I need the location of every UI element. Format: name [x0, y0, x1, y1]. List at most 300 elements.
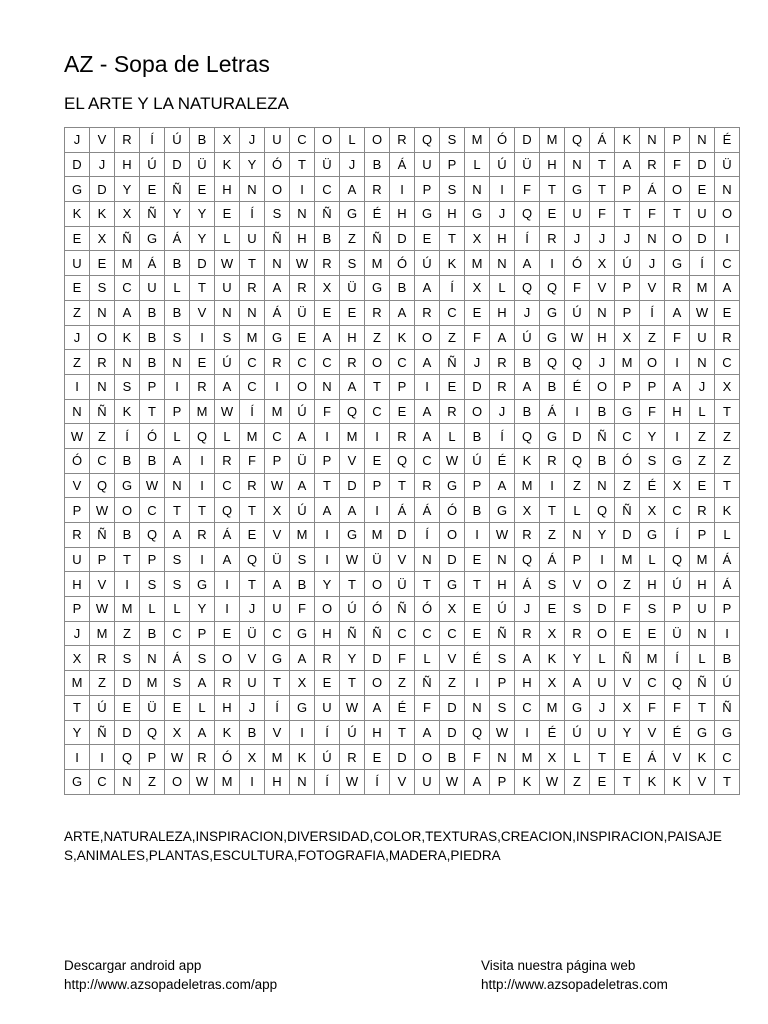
grid-cell[interactable]: Ñ [340, 621, 365, 646]
grid-cell[interactable]: O [365, 572, 390, 597]
grid-cell[interactable]: Q [390, 448, 415, 473]
grid-cell[interactable]: Á [390, 152, 415, 177]
grid-cell[interactable]: I [665, 350, 690, 375]
grid-cell[interactable]: L [590, 646, 615, 671]
grid-cell[interactable]: E [340, 300, 365, 325]
grid-cell[interactable]: R [340, 350, 365, 375]
grid-cell[interactable]: U [690, 597, 715, 622]
grid-cell[interactable]: H [490, 572, 515, 597]
grid-cell[interactable]: G [290, 621, 315, 646]
grid-cell[interactable]: U [590, 671, 615, 696]
grid-cell[interactable]: Z [140, 769, 165, 794]
grid-cell[interactable]: J [590, 226, 615, 251]
grid-cell[interactable]: E [140, 177, 165, 202]
grid-cell[interactable]: B [140, 325, 165, 350]
grid-cell[interactable]: B [115, 448, 140, 473]
grid-cell[interactable]: D [190, 251, 215, 276]
grid-cell[interactable]: I [65, 374, 90, 399]
grid-cell[interactable]: G [190, 572, 215, 597]
grid-cell[interactable]: Ú [565, 300, 590, 325]
grid-cell[interactable]: W [265, 473, 290, 498]
grid-cell[interactable]: T [540, 177, 565, 202]
grid-cell[interactable]: M [465, 128, 490, 153]
grid-cell[interactable]: G [115, 473, 140, 498]
grid-cell[interactable]: Z [65, 300, 90, 325]
grid-cell[interactable]: C [390, 350, 415, 375]
grid-cell[interactable]: C [715, 251, 740, 276]
grid-cell[interactable]: Á [540, 399, 565, 424]
grid-cell[interactable]: X [665, 473, 690, 498]
grid-cell[interactable]: E [640, 621, 665, 646]
grid-cell[interactable]: D [115, 671, 140, 696]
grid-cell[interactable]: I [390, 177, 415, 202]
grid-cell[interactable]: Í [515, 226, 540, 251]
grid-cell[interactable]: Ú [415, 251, 440, 276]
grid-cell[interactable]: J [515, 597, 540, 622]
grid-cell[interactable]: N [265, 251, 290, 276]
grid-cell[interactable]: D [690, 152, 715, 177]
grid-cell[interactable]: O [215, 646, 240, 671]
grid-cell[interactable]: É [640, 473, 665, 498]
grid-cell[interactable]: Ú [565, 720, 590, 745]
grid-cell[interactable]: F [465, 745, 490, 770]
grid-cell[interactable]: F [465, 325, 490, 350]
grid-cell[interactable]: F [315, 399, 340, 424]
grid-cell[interactable]: W [290, 251, 315, 276]
grid-cell[interactable]: T [115, 547, 140, 572]
grid-cell[interactable]: Z [115, 621, 140, 646]
grid-cell[interactable]: A [190, 671, 215, 696]
grid-cell[interactable]: Y [190, 226, 215, 251]
grid-cell[interactable]: W [565, 325, 590, 350]
grid-cell[interactable]: A [665, 374, 690, 399]
grid-cell[interactable]: Ü [315, 152, 340, 177]
grid-cell[interactable]: P [715, 597, 740, 622]
grid-cell[interactable]: Á [415, 498, 440, 523]
footer-web-link[interactable]: http://www.azsopadeletras.com [481, 977, 668, 992]
grid-cell[interactable]: Ü [390, 572, 415, 597]
grid-cell[interactable]: O [265, 177, 290, 202]
grid-cell[interactable]: J [640, 251, 665, 276]
grid-cell[interactable]: T [340, 671, 365, 696]
grid-cell[interactable]: F [640, 695, 665, 720]
grid-cell[interactable]: D [115, 720, 140, 745]
grid-cell[interactable]: T [465, 572, 490, 597]
grid-cell[interactable]: J [515, 300, 540, 325]
grid-cell[interactable]: R [715, 325, 740, 350]
grid-cell[interactable]: G [265, 325, 290, 350]
grid-cell[interactable]: U [215, 276, 240, 301]
grid-cell[interactable]: N [240, 177, 265, 202]
grid-cell[interactable]: N [690, 350, 715, 375]
grid-cell[interactable]: B [365, 152, 390, 177]
grid-cell[interactable]: Í [415, 523, 440, 548]
grid-cell[interactable]: K [440, 251, 465, 276]
grid-cell[interactable]: I [315, 547, 340, 572]
grid-cell[interactable]: F [615, 597, 640, 622]
grid-cell[interactable]: N [115, 350, 140, 375]
grid-cell[interactable]: Y [315, 572, 340, 597]
grid-cell[interactable]: A [490, 473, 515, 498]
grid-cell[interactable]: T [240, 251, 265, 276]
grid-cell[interactable]: I [365, 498, 390, 523]
footer-app-link[interactable]: http://www.azsopadeletras.com/app [64, 977, 278, 992]
grid-cell[interactable]: H [490, 300, 515, 325]
grid-cell[interactable]: Ñ [715, 695, 740, 720]
grid-cell[interactable]: A [515, 251, 540, 276]
grid-cell[interactable]: F [665, 695, 690, 720]
grid-cell[interactable]: X [265, 498, 290, 523]
grid-cell[interactable]: K [115, 399, 140, 424]
grid-cell[interactable]: I [90, 745, 115, 770]
grid-cell[interactable]: A [490, 325, 515, 350]
grid-cell[interactable]: T [715, 769, 740, 794]
grid-cell[interactable]: E [290, 325, 315, 350]
grid-cell[interactable]: B [140, 350, 165, 375]
grid-cell[interactable]: A [340, 374, 365, 399]
grid-cell[interactable]: A [565, 671, 590, 696]
grid-cell[interactable]: R [415, 300, 440, 325]
grid-cell[interactable]: G [415, 202, 440, 227]
grid-cell[interactable]: C [715, 745, 740, 770]
grid-cell[interactable]: Y [190, 202, 215, 227]
grid-cell[interactable]: H [440, 202, 465, 227]
grid-cell[interactable]: E [590, 769, 615, 794]
grid-cell[interactable]: S [265, 202, 290, 227]
grid-cell[interactable]: H [540, 152, 565, 177]
grid-cell[interactable]: N [565, 523, 590, 548]
grid-cell[interactable]: E [315, 300, 340, 325]
grid-cell[interactable]: N [140, 646, 165, 671]
grid-cell[interactable]: U [65, 547, 90, 572]
grid-cell[interactable]: I [515, 720, 540, 745]
grid-cell[interactable]: I [540, 251, 565, 276]
grid-cell[interactable]: Y [65, 720, 90, 745]
grid-cell[interactable]: Ü [715, 152, 740, 177]
grid-cell[interactable]: Á [640, 177, 665, 202]
grid-cell[interactable]: H [690, 572, 715, 597]
grid-cell[interactable]: M [265, 399, 290, 424]
grid-cell[interactable]: T [290, 152, 315, 177]
grid-cell[interactable]: R [190, 374, 215, 399]
grid-cell[interactable]: X [315, 276, 340, 301]
grid-cell[interactable]: Y [340, 646, 365, 671]
grid-cell[interactable]: Z [390, 671, 415, 696]
grid-cell[interactable]: J [590, 695, 615, 720]
grid-cell[interactable]: Ñ [440, 350, 465, 375]
grid-cell[interactable]: F [590, 202, 615, 227]
grid-cell[interactable]: C [715, 350, 740, 375]
grid-cell[interactable]: B [590, 448, 615, 473]
grid-cell[interactable]: E [240, 523, 265, 548]
grid-cell[interactable]: I [465, 523, 490, 548]
grid-cell[interactable]: G [65, 769, 90, 794]
grid-cell[interactable]: L [565, 498, 590, 523]
grid-cell[interactable]: C [90, 769, 115, 794]
grid-cell[interactable]: E [690, 473, 715, 498]
grid-cell[interactable]: T [665, 202, 690, 227]
grid-cell[interactable]: E [115, 695, 140, 720]
grid-cell[interactable]: V [640, 276, 665, 301]
grid-cell[interactable]: E [615, 621, 640, 646]
grid-cell[interactable]: B [515, 350, 540, 375]
grid-cell[interactable]: T [240, 498, 265, 523]
grid-cell[interactable]: Q [590, 498, 615, 523]
grid-cell[interactable]: C [140, 498, 165, 523]
grid-cell[interactable]: Í [240, 399, 265, 424]
grid-cell[interactable]: O [590, 621, 615, 646]
grid-cell[interactable]: W [690, 300, 715, 325]
grid-cell[interactable]: Ñ [690, 671, 715, 696]
grid-cell[interactable]: R [290, 276, 315, 301]
grid-cell[interactable]: T [440, 226, 465, 251]
grid-cell[interactable]: A [715, 276, 740, 301]
grid-cell[interactable]: O [165, 769, 190, 794]
grid-cell[interactable]: S [115, 374, 140, 399]
grid-cell[interactable]: A [315, 498, 340, 523]
grid-cell[interactable]: G [290, 695, 315, 720]
grid-cell[interactable]: Í [440, 276, 465, 301]
grid-cell[interactable]: T [715, 473, 740, 498]
grid-cell[interactable]: Á [715, 547, 740, 572]
grid-cell[interactable]: G [690, 720, 715, 745]
grid-cell[interactable]: Z [340, 226, 365, 251]
grid-cell[interactable]: B [140, 621, 165, 646]
grid-cell[interactable]: S [490, 646, 515, 671]
grid-cell[interactable]: H [315, 621, 340, 646]
grid-cell[interactable]: P [315, 448, 340, 473]
grid-cell[interactable]: F [640, 202, 665, 227]
grid-cell[interactable]: R [315, 646, 340, 671]
grid-cell[interactable]: Ñ [490, 621, 515, 646]
grid-cell[interactable]: N [215, 300, 240, 325]
grid-cell[interactable]: K [615, 128, 640, 153]
grid-cell[interactable]: T [540, 498, 565, 523]
grid-cell[interactable]: P [65, 597, 90, 622]
grid-cell[interactable]: Z [715, 424, 740, 449]
grid-cell[interactable]: I [65, 745, 90, 770]
grid-cell[interactable]: V [265, 720, 290, 745]
grid-cell[interactable]: L [340, 128, 365, 153]
grid-cell[interactable]: Ó [365, 597, 390, 622]
grid-cell[interactable]: A [265, 572, 290, 597]
grid-cell[interactable]: N [490, 745, 515, 770]
grid-cell[interactable]: L [715, 523, 740, 548]
grid-cell[interactable]: D [690, 226, 715, 251]
grid-cell[interactable]: Q [140, 720, 165, 745]
grid-cell[interactable]: I [415, 374, 440, 399]
grid-cell[interactable]: C [265, 621, 290, 646]
grid-cell[interactable]: Ó [140, 424, 165, 449]
grid-cell[interactable]: Y [240, 152, 265, 177]
grid-cell[interactable]: Ú [615, 251, 640, 276]
grid-cell[interactable]: Q [665, 547, 690, 572]
grid-cell[interactable]: Q [540, 350, 565, 375]
grid-cell[interactable]: Z [715, 448, 740, 473]
grid-cell[interactable]: Ú [165, 128, 190, 153]
grid-cell[interactable]: T [615, 769, 640, 794]
grid-cell[interactable]: Y [165, 202, 190, 227]
grid-cell[interactable]: S [190, 646, 215, 671]
grid-cell[interactable]: T [390, 473, 415, 498]
grid-cell[interactable]: O [440, 523, 465, 548]
grid-cell[interactable]: U [415, 152, 440, 177]
grid-cell[interactable]: V [90, 128, 115, 153]
grid-cell[interactable]: T [615, 202, 640, 227]
grid-cell[interactable]: L [465, 152, 490, 177]
grid-cell[interactable]: L [165, 276, 190, 301]
grid-cell[interactable]: H [115, 152, 140, 177]
grid-cell[interactable]: Á [515, 572, 540, 597]
grid-cell[interactable]: É [365, 202, 390, 227]
grid-cell[interactable]: V [615, 671, 640, 696]
grid-cell[interactable]: N [565, 152, 590, 177]
grid-cell[interactable]: N [490, 251, 515, 276]
grid-cell[interactable]: C [240, 374, 265, 399]
grid-cell[interactable]: R [190, 745, 215, 770]
grid-cell[interactable]: Z [365, 325, 390, 350]
grid-cell[interactable]: R [340, 745, 365, 770]
grid-cell[interactable]: W [340, 769, 365, 794]
grid-cell[interactable]: T [240, 572, 265, 597]
grid-cell[interactable]: T [415, 572, 440, 597]
grid-cell[interactable]: C [265, 424, 290, 449]
grid-cell[interactable]: U [240, 226, 265, 251]
grid-cell[interactable]: M [515, 745, 540, 770]
grid-cell[interactable]: J [240, 597, 265, 622]
grid-cell[interactable]: C [290, 128, 315, 153]
grid-cell[interactable]: A [290, 646, 315, 671]
grid-cell[interactable]: Ñ [90, 523, 115, 548]
grid-cell[interactable]: L [640, 547, 665, 572]
grid-cell[interactable]: L [690, 646, 715, 671]
grid-cell[interactable]: A [390, 300, 415, 325]
grid-cell[interactable]: P [615, 177, 640, 202]
grid-cell[interactable]: H [590, 325, 615, 350]
grid-cell[interactable]: Q [465, 720, 490, 745]
grid-cell[interactable]: N [690, 621, 715, 646]
grid-cell[interactable]: O [590, 374, 615, 399]
grid-cell[interactable]: X [115, 202, 140, 227]
grid-cell[interactable]: X [165, 720, 190, 745]
grid-cell[interactable]: J [490, 399, 515, 424]
grid-cell[interactable]: J [240, 695, 265, 720]
grid-cell[interactable]: Í [115, 424, 140, 449]
grid-cell[interactable]: É [715, 128, 740, 153]
grid-cell[interactable]: Ó [565, 251, 590, 276]
grid-cell[interactable]: X [590, 251, 615, 276]
grid-cell[interactable]: Z [90, 671, 115, 696]
grid-cell[interactable]: Ñ [365, 226, 390, 251]
grid-cell[interactable]: Ó [390, 251, 415, 276]
grid-cell[interactable]: N [290, 202, 315, 227]
grid-cell[interactable]: B [190, 128, 215, 153]
grid-cell[interactable]: R [240, 473, 265, 498]
grid-cell[interactable]: M [640, 646, 665, 671]
grid-cell[interactable]: K [515, 448, 540, 473]
grid-cell[interactable]: Ó [615, 448, 640, 473]
grid-cell[interactable]: M [115, 597, 140, 622]
grid-cell[interactable]: I [665, 424, 690, 449]
grid-cell[interactable]: K [65, 202, 90, 227]
grid-cell[interactable]: Y [115, 177, 140, 202]
grid-cell[interactable]: I [240, 769, 265, 794]
grid-cell[interactable]: A [415, 350, 440, 375]
grid-cell[interactable]: W [215, 251, 240, 276]
grid-cell[interactable]: C [440, 621, 465, 646]
grid-cell[interactable]: D [390, 226, 415, 251]
grid-cell[interactable]: Í [315, 769, 340, 794]
grid-cell[interactable]: P [140, 374, 165, 399]
grid-cell[interactable]: Á [265, 300, 290, 325]
grid-cell[interactable]: C [240, 350, 265, 375]
grid-cell[interactable]: E [715, 300, 740, 325]
grid-cell[interactable]: P [265, 448, 290, 473]
grid-cell[interactable]: N [715, 177, 740, 202]
grid-cell[interactable]: W [440, 769, 465, 794]
grid-cell[interactable]: U [565, 202, 590, 227]
grid-cell[interactable]: C [640, 671, 665, 696]
grid-cell[interactable]: G [440, 572, 465, 597]
grid-cell[interactable]: M [540, 128, 565, 153]
grid-cell[interactable]: G [665, 448, 690, 473]
grid-cell[interactable]: A [665, 300, 690, 325]
grid-cell[interactable]: C [315, 177, 340, 202]
grid-cell[interactable]: Ü [240, 621, 265, 646]
grid-cell[interactable]: Ü [340, 276, 365, 301]
grid-cell[interactable]: G [440, 473, 465, 498]
grid-cell[interactable]: Y [640, 424, 665, 449]
grid-cell[interactable]: Q [515, 202, 540, 227]
grid-cell[interactable]: T [590, 152, 615, 177]
grid-cell[interactable]: R [490, 350, 515, 375]
grid-cell[interactable]: I [290, 177, 315, 202]
grid-cell[interactable]: O [315, 128, 340, 153]
grid-cell[interactable]: J [65, 325, 90, 350]
grid-cell[interactable]: P [365, 473, 390, 498]
grid-cell[interactable]: P [90, 547, 115, 572]
grid-cell[interactable]: Á [165, 226, 190, 251]
grid-cell[interactable]: Q [565, 350, 590, 375]
grid-cell[interactable]: H [390, 202, 415, 227]
grid-cell[interactable]: P [140, 547, 165, 572]
grid-cell[interactable]: E [690, 177, 715, 202]
grid-cell[interactable]: Q [340, 399, 365, 424]
grid-cell[interactable]: K [90, 202, 115, 227]
grid-cell[interactable]: Ú [340, 597, 365, 622]
grid-cell[interactable]: X [615, 695, 640, 720]
grid-cell[interactable]: Ü [515, 152, 540, 177]
grid-cell[interactable]: K [390, 325, 415, 350]
grid-cell[interactable]: Ü [265, 547, 290, 572]
grid-cell[interactable]: B [165, 300, 190, 325]
grid-cell[interactable]: D [365, 646, 390, 671]
grid-cell[interactable]: C [390, 621, 415, 646]
grid-cell[interactable]: E [190, 177, 215, 202]
grid-cell[interactable]: P [615, 374, 640, 399]
grid-cell[interactable]: B [140, 300, 165, 325]
grid-cell[interactable]: V [190, 300, 215, 325]
grid-cell[interactable]: Á [540, 547, 565, 572]
grid-cell[interactable]: S [440, 177, 465, 202]
grid-cell[interactable]: R [390, 128, 415, 153]
grid-cell[interactable]: Á [215, 523, 240, 548]
grid-cell[interactable]: N [415, 547, 440, 572]
grid-cell[interactable]: Q [515, 276, 540, 301]
grid-cell[interactable]: R [65, 523, 90, 548]
grid-cell[interactable]: G [340, 202, 365, 227]
grid-cell[interactable]: Z [65, 350, 90, 375]
